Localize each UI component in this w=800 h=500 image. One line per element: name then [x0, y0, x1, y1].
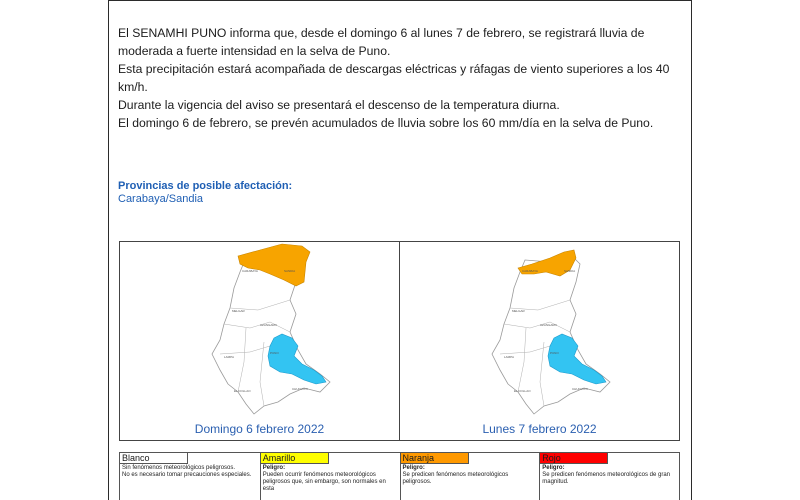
map-caption-day1: Domingo 6 febrero 2022 [194, 422, 325, 436]
warning-level-legend [119, 452, 680, 500]
warning-description [118, 24, 684, 132]
puno-region-outline [492, 254, 610, 414]
legend-description: Peligro: Se predicen fenómenos meteorológicos peligrosos. [402, 465, 509, 485]
paragraph-2: Esta precipitación estará acompañada de descargas eléctricas y ráfagas de viento superiores a los 40 km/h. [118, 62, 670, 94]
map-panel-day1 [120, 242, 399, 440]
legend-color-swatch: Blanco [120, 453, 188, 464]
puno-map-day1 [120, 242, 400, 422]
puno-map-day2 [400, 242, 680, 422]
puno-region-outline [212, 254, 330, 414]
map-panel-day2 [399, 242, 679, 440]
legend-amarillo [260, 453, 400, 500]
legend-description: Peligro: Pueden ocurrir fenómenos meteorológicos peligrosos que, sin embargo, son normales en esta [262, 465, 386, 492]
svg-text:PUNO: PUNO [270, 351, 279, 355]
legend-color-swatch: Rojo [540, 453, 608, 464]
legend-description: Sin fenómenos meteorológicos peligrosos. No es necesario tomar precauciones especiales. [122, 465, 252, 478]
paragraph-4: El domingo 6 de febrero, se prevén acumulados de lluvia sobre los 60 mm/día en la selva de Puno. [118, 116, 654, 130]
paragraph-3: Durante la vigencia del aviso se presentará el descenso de la temperatura diurna. [118, 98, 560, 112]
svg-text:PUNO: PUNO [550, 351, 559, 355]
paragraph-1: El SENAMHI PUNO informa que, desde el domingo 6 al lunes 7 de febrero, se registrará lluvia de moderada a fuerte intensidad en la selva de Puno. [118, 26, 645, 58]
map-caption-day2: Lunes 7 febrero 2022 [482, 422, 597, 436]
svg-text:CARABAYA: CARABAYA [242, 269, 258, 273]
svg-text:MELGAR: MELGAR [512, 309, 525, 313]
svg-text:CHUCUITO: CHUCUITO [572, 387, 588, 391]
legend-description: Peligro: Se predicen fenómenos meteorológicos de gran magnitud. [542, 465, 670, 485]
legend-color-swatch: Amarillo [261, 453, 329, 464]
legend-color-swatch: Naranja [401, 453, 469, 464]
svg-text:LAMPA: LAMPA [224, 355, 234, 359]
svg-text:EL COLLAO: EL COLLAO [234, 389, 251, 393]
svg-text:EL COLLAO: EL COLLAO [514, 389, 531, 393]
warning-maps [119, 241, 680, 441]
svg-text:AZANGARO: AZANGARO [260, 323, 277, 327]
legend-naranja [400, 453, 540, 500]
svg-text:SANDIA: SANDIA [284, 269, 296, 273]
legend-rojo [539, 453, 679, 500]
svg-text:AZANGARO: AZANGARO [540, 323, 557, 327]
svg-text:SANDIA: SANDIA [564, 269, 576, 273]
svg-text:LAMPA: LAMPA [504, 355, 514, 359]
svg-text:CARABAYA: CARABAYA [522, 269, 538, 273]
svg-text:CHUCUITO: CHUCUITO [292, 387, 308, 391]
affected-provinces-title: Provincias de posible afectación: [118, 180, 293, 192]
legend-blanco [120, 453, 260, 500]
svg-text:MELGAR: MELGAR [232, 309, 245, 313]
affected-provinces-value: Carabaya/Sandia [118, 193, 204, 205]
